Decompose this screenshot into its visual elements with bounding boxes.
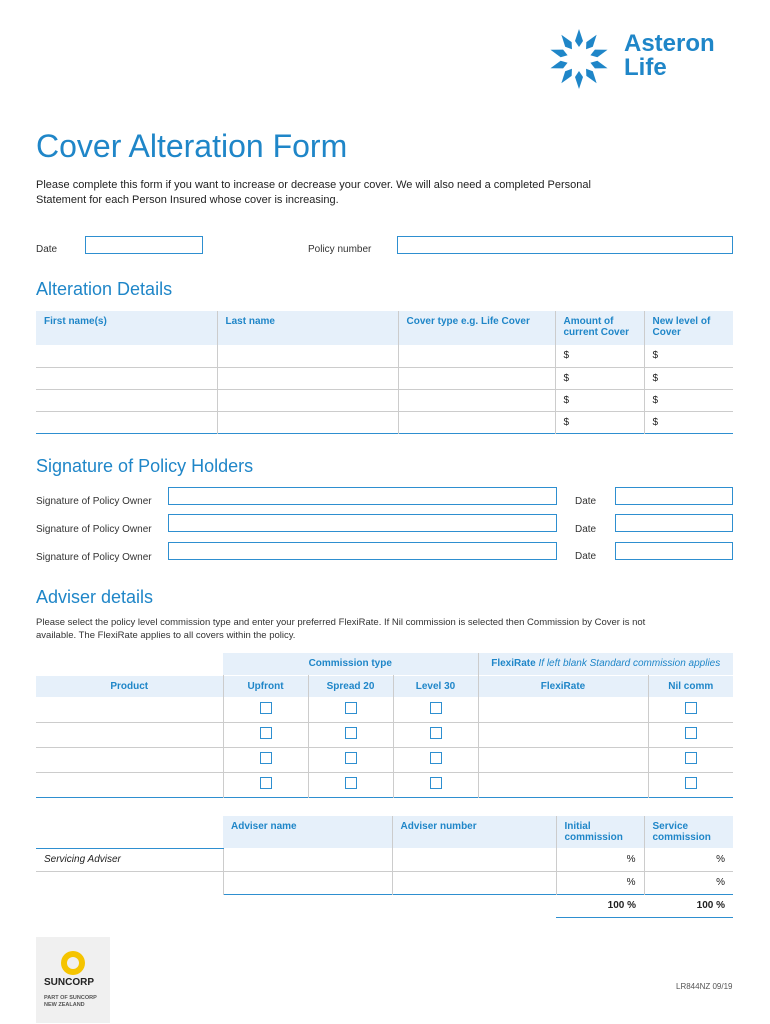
currency-sign: $ — [563, 394, 570, 406]
level-checkbox[interactable] — [430, 777, 442, 789]
signature-field[interactable] — [168, 542, 557, 560]
table-row — [36, 747, 733, 772]
table-row — [36, 848, 733, 871]
currency-sign: $ — [563, 372, 570, 384]
signature-date-label: Date — [575, 524, 597, 535]
initial-commission-cell[interactable]: % — [556, 848, 644, 871]
col-initial-commission: Initial commission — [556, 816, 644, 848]
nil-comm-checkbox[interactable] — [685, 777, 697, 789]
date-field[interactable] — [85, 236, 203, 254]
suncorp-name: SUNCORP — [44, 977, 95, 988]
flexirate-cell[interactable] — [478, 722, 648, 747]
col-level: Level 30 — [393, 675, 478, 697]
nil-comm-checkbox[interactable] — [685, 752, 697, 764]
signature-date-field[interactable] — [615, 542, 733, 560]
col-new-level: New level of Cover — [644, 311, 733, 345]
spread-checkbox[interactable] — [345, 777, 357, 789]
signature-owner-label: Signature of Policy Owner — [36, 524, 152, 535]
col-flexirate: FlexiRate — [478, 675, 648, 697]
current-cover-cell[interactable] — [555, 411, 644, 433]
service-commission-cell[interactable]: % — [716, 877, 725, 888]
level-checkbox[interactable] — [430, 752, 442, 764]
brand-name-line1: Asteron — [624, 30, 715, 57]
currency-sign: $ — [563, 416, 570, 428]
col-product: Product — [36, 675, 223, 697]
product-cell[interactable] — [36, 697, 223, 722]
cover-type-cell[interactable] — [398, 389, 555, 411]
spread-checkbox[interactable] — [345, 752, 357, 764]
currency-sign: $ — [652, 416, 659, 428]
table-row — [36, 697, 733, 722]
intro-text: Please complete this form if you want to increase or decrease your cover. We will also need a completed Personal Statement for each Person Insured whose cover is increasing. — [36, 179, 591, 206]
signature-date-label: Date — [575, 551, 597, 562]
signature-field[interactable] — [168, 514, 557, 532]
upfront-checkbox[interactable] — [260, 752, 272, 764]
adviser-name-cell[interactable] — [223, 871, 392, 894]
service-total: 100 % — [644, 894, 733, 917]
current-cover-cell[interactable] — [555, 389, 644, 411]
col-adviser-number: Adviser number — [392, 816, 556, 848]
flexirate-cell[interactable] — [478, 772, 648, 797]
service-commission-cell[interactable]: % — [716, 853, 725, 865]
adviser-heading: Adviser details — [36, 587, 154, 607]
table-row — [36, 345, 733, 367]
table-row — [36, 871, 733, 894]
product-cell[interactable] — [36, 722, 223, 747]
flexirate-note: If left blank Standard commission applies — [538, 658, 721, 670]
table-row — [36, 389, 733, 411]
asteron-star-icon — [544, 24, 614, 94]
signature-date-field[interactable] — [615, 514, 733, 532]
form-code: LR844NZ 09/19 — [676, 982, 733, 991]
brand-logo — [544, 24, 744, 96]
policy-number-label: Policy number — [308, 244, 372, 255]
date-label: Date — [36, 244, 58, 255]
initial-commission-cell[interactable]: % — [556, 871, 644, 894]
flexirate-header — [478, 653, 733, 675]
last-name-cell[interactable] — [217, 367, 398, 389]
commission-type-header: Commission type — [223, 653, 478, 675]
signature-heading: Signature of Policy Holders — [36, 456, 254, 476]
adviser-name-cell[interactable] — [223, 848, 392, 871]
servicing-adviser-label: Servicing Adviser — [36, 848, 223, 871]
suncorp-part-of: PART OF SUNCORP — [44, 995, 97, 1001]
adviser-number-cell[interactable] — [392, 848, 556, 871]
currency-sign: $ — [652, 350, 659, 362]
col-service-commission: Service commission — [644, 816, 733, 848]
first-name-cell[interactable] — [36, 345, 217, 367]
upfront-checkbox[interactable] — [260, 727, 272, 739]
spread-checkbox[interactable] — [345, 702, 357, 714]
signature-date-label: Date — [575, 496, 597, 507]
currency-sign: $ — [563, 350, 570, 362]
policy-number-field[interactable] — [397, 236, 733, 254]
signature-owner-label: Signature of Policy Owner — [36, 496, 152, 507]
new-level-cell[interactable] — [644, 367, 733, 389]
brand-name-line2: Life — [624, 54, 667, 81]
table-row — [36, 367, 733, 389]
product-cell[interactable] — [36, 747, 223, 772]
page-title: Cover Alteration Form — [36, 128, 348, 164]
suncorp-logo — [36, 937, 110, 1023]
table-row — [36, 411, 733, 433]
first-name-cell[interactable] — [36, 389, 217, 411]
last-name-cell[interactable] — [217, 345, 398, 367]
suncorp-nz: NEW ZEALAND — [44, 1002, 85, 1008]
suncorp-sun-icon — [59, 949, 87, 977]
currency-sign: $ — [652, 372, 659, 384]
currency-sign: $ — [652, 394, 659, 406]
current-cover-cell[interactable] — [555, 345, 644, 367]
product-cell[interactable] — [36, 772, 223, 797]
signature-field[interactable] — [168, 487, 557, 505]
col-current-cover: Amount of current Cover — [555, 311, 644, 345]
col-upfront: Upfront — [223, 675, 308, 697]
cover-type-cell[interactable] — [398, 345, 555, 367]
first-name-cell[interactable] — [36, 367, 217, 389]
new-level-cell[interactable] — [644, 389, 733, 411]
upfront-checkbox[interactable] — [260, 777, 272, 789]
upfront-checkbox[interactable] — [260, 702, 272, 714]
spread-checkbox[interactable] — [345, 727, 357, 739]
last-name-cell[interactable] — [217, 411, 398, 433]
nil-comm-checkbox[interactable] — [685, 727, 697, 739]
new-level-cell[interactable] — [644, 411, 733, 433]
level-checkbox[interactable] — [430, 702, 442, 714]
col-cover-type: Cover type e.g. Life Cover — [398, 311, 555, 345]
table-row — [36, 722, 733, 747]
signature-owner-label: Signature of Policy Owner — [36, 552, 152, 563]
adviser-intro: Please select the policy level commission type and enter your preferred FlexiRate. If Nil commission is selected then Commission by Cover is not available. The FlexiRate applies to all covers within the policy. — [36, 617, 646, 641]
signature-date-field[interactable] — [615, 487, 733, 505]
current-cover-cell[interactable] — [555, 367, 644, 389]
cover-type-cell[interactable] — [398, 411, 555, 433]
new-level-cell[interactable] — [644, 345, 733, 367]
flexirate-cell[interactable] — [478, 697, 648, 722]
flexirate-bold: FlexiRate — [491, 658, 536, 670]
col-spread: Spread 20 — [308, 675, 393, 697]
alteration-table — [36, 311, 733, 434]
level-checkbox[interactable] — [430, 727, 442, 739]
col-first-name: First name(s) — [36, 311, 217, 345]
adviser-table — [36, 816, 733, 918]
col-adviser-name: Adviser name — [223, 816, 392, 848]
col-nil-comm: Nil comm — [648, 675, 733, 697]
cover-type-cell[interactable] — [398, 367, 555, 389]
flexirate-cell[interactable] — [478, 747, 648, 772]
adviser-number-cell[interactable] — [392, 871, 556, 894]
last-name-cell[interactable] — [217, 389, 398, 411]
commission-table — [36, 653, 733, 798]
initial-total: 100 % — [556, 894, 644, 917]
first-name-cell[interactable] — [36, 411, 217, 433]
table-row — [36, 772, 733, 797]
nil-comm-checkbox[interactable] — [685, 702, 697, 714]
col-last-name: Last name — [217, 311, 398, 345]
alteration-heading: Alteration Details — [36, 279, 173, 299]
